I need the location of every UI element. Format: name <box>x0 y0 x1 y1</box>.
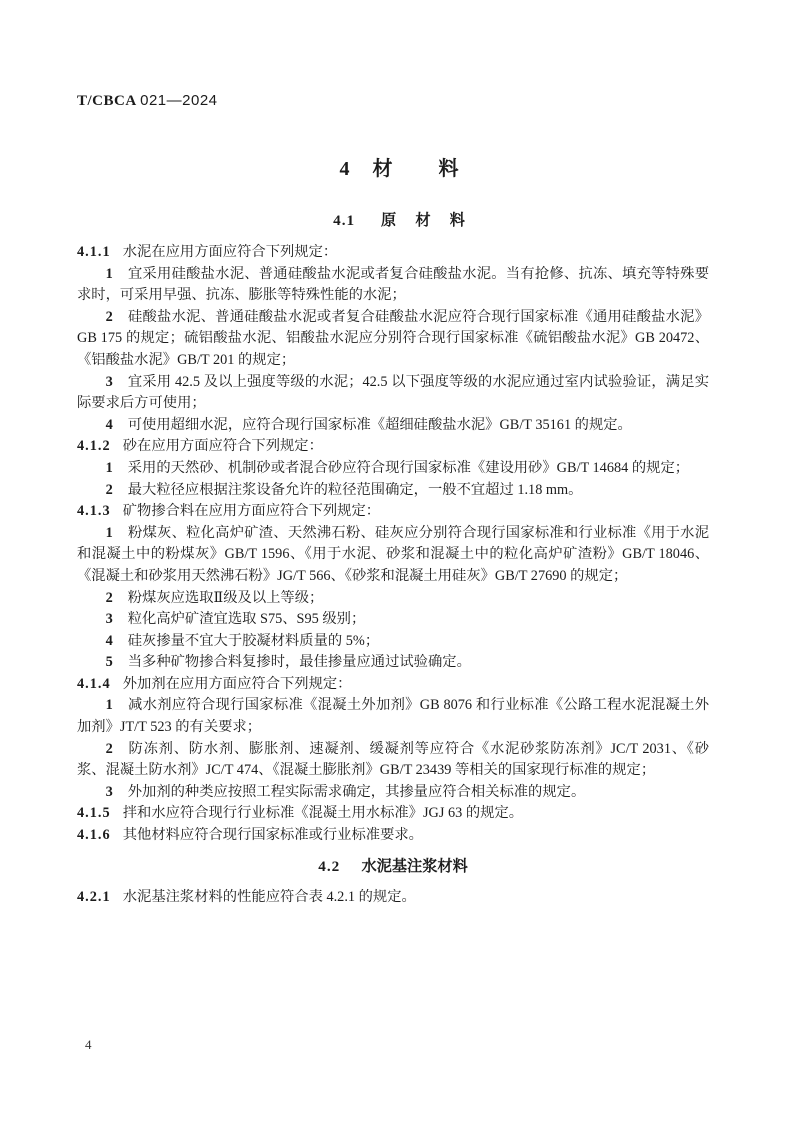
list-item <box>77 307 709 372</box>
clause-number: 4.1.6 <box>77 827 111 844</box>
list-item <box>77 458 709 480</box>
item-number: 1 <box>105 459 113 476</box>
item-text: 采用的天然砂、机制砂或者混合砂应符合现行国家标准《建设用砂》GB/T 14684 的规定； <box>127 459 690 476</box>
item-number: 2 <box>105 740 113 757</box>
item-text: 硅灰掺量不宜大于胶凝材料质量的 5%； <box>127 632 380 649</box>
section-4-1-number: 4.1 <box>333 212 356 229</box>
item-number: 4 <box>105 416 113 433</box>
item-number: 1 <box>105 524 113 541</box>
section-4-1-title: 原 材 料 <box>380 212 467 229</box>
list-item <box>77 480 709 502</box>
chapter-number: 4 <box>339 158 351 180</box>
item-number: 3 <box>105 373 113 390</box>
clause-text: 拌和水应符合现行行业标准《混凝土用水标准》JGJ 63 的规定。 <box>122 805 524 822</box>
item-text: 防冻剂、防水剂、膨胀剂、速凝剂、缓凝剂等应符合《水泥砂浆防冻剂》JC/T 2031、《砂浆、混凝土防水剂》JC/T 474、《混凝土膨胀剂》GB/T 23439 等相关的国家现行标准的规定； <box>77 740 709 779</box>
body-text <box>77 242 709 908</box>
clause-text: 水泥基注浆材料的性能应符合表 4.2.1 的规定。 <box>122 888 416 905</box>
clause-4-1-5 <box>77 803 709 825</box>
item-number: 2 <box>105 481 113 498</box>
item-number: 4 <box>105 632 113 649</box>
clause-number: 4.1.1 <box>77 244 111 260</box>
clause-4-1-3 <box>77 501 709 523</box>
item-number: 3 <box>105 611 113 628</box>
clause-4-2-1 <box>77 887 709 909</box>
chapter-title: 材 料 <box>372 158 461 180</box>
clause-number: 4.1.2 <box>77 438 111 455</box>
item-number: 2 <box>105 589 113 606</box>
clause-4-1-1 <box>77 242 709 264</box>
clause-text: 外加剂在应用方面应符合下列规定： <box>122 675 352 692</box>
item-text: 宜采用 42.5 及以上强度等级的水泥；42.5 以下强度等级的水泥应通过室内试验验证，满足实际要求后方可使用； <box>77 373 709 412</box>
clause-4-1-2 <box>77 436 709 458</box>
clause-number: 4.2.1 <box>77 888 111 905</box>
list-item <box>77 739 709 782</box>
clause-text: 砂在应用方面应符合下列规定： <box>122 438 323 455</box>
list-item <box>77 609 709 631</box>
clause-text: 其他材料应符合现行国家标准或行业标准要求。 <box>122 827 423 844</box>
item-text: 减水剂应符合现行国家标准《混凝土外加剂》GB 8076 和行业标准《公路工程水泥混凝土外加剂》JT/T 523 的有关要求； <box>77 697 709 736</box>
list-item <box>77 652 709 674</box>
doc-number-code: 021—2024 <box>140 92 218 109</box>
list-item <box>77 631 709 653</box>
section-4-2-title: 水泥基注浆材料 <box>361 857 468 875</box>
list-item <box>77 415 709 437</box>
list-item <box>77 264 709 307</box>
list-item <box>77 695 709 738</box>
page-number: 4 <box>85 1037 92 1052</box>
item-number: 1 <box>105 265 113 282</box>
clause-number: 4.1.4 <box>77 675 111 692</box>
item-text: 外加剂的种类应按照工程实际需求确定，其掺量应符合相关标准的规定。 <box>127 783 586 800</box>
section-4-2-number: 4.2 <box>318 857 341 875</box>
section-heading-4-1 <box>0 211 800 231</box>
item-text: 可使用超细水泥，应符合现行国家标准《超细硅酸盐水泥》GB/T 35161 的规定。 <box>127 416 632 433</box>
item-text: 粉煤灰应选取Ⅱ级及以上等级； <box>127 589 324 606</box>
doc-number-prefix: T/CBCA <box>77 93 136 109</box>
list-item <box>77 588 709 610</box>
list-item <box>77 523 709 588</box>
clause-text: 水泥在应用方面应符合下列规定： <box>122 244 338 260</box>
item-number: 3 <box>105 783 113 800</box>
item-text: 硅酸盐水泥、普通硅酸盐水泥或者复合硅酸盐水泥应符合现行国家标准《通用硅酸盐水泥》GB 175 的规定；硫铝酸盐水泥、铝酸盐水泥应分别符合现行国家标准《硫铝酸盐水泥》GB 20472、《铝酸盐水泥》GB/T 201 的规定； <box>77 308 709 368</box>
standard-doc-number <box>77 92 218 110</box>
item-text: 粒化高炉矿渣宜选取 S75、S95 级别； <box>127 611 366 628</box>
clause-number: 4.1.3 <box>77 503 111 520</box>
item-text: 宜采用硅酸盐水泥、普通硅酸盐水泥或者复合硅酸盐水泥。当有抢修、抗冻、填充等特殊要求时，可采用早强、抗冻、膨胀等特殊性能的水泥； <box>77 265 709 304</box>
item-text: 最大粒径应根据注浆设备允许的粒径范围确定，一般不宜超过 1.18 mm。 <box>127 481 583 498</box>
clause-4-1-6 <box>77 825 709 847</box>
clause-4-1-4 <box>77 674 709 696</box>
item-number: 2 <box>105 308 113 325</box>
item-text: 当多种矿物掺合料复掺时，最佳掺量应通过试验确定。 <box>127 654 471 671</box>
item-number: 1 <box>105 697 113 714</box>
clause-number: 4.1.5 <box>77 805 111 822</box>
list-item <box>77 372 709 415</box>
section-heading-4-2 <box>77 856 709 877</box>
item-number: 5 <box>105 654 113 671</box>
clause-text: 矿物掺合料在应用方面应符合下列规定： <box>122 503 381 520</box>
list-item <box>77 782 709 804</box>
chapter-heading <box>0 157 800 181</box>
item-text: 粉煤灰、粒化高炉矿渣、天然沸石粉、硅灰应分别符合现行国家标准和行业标准《用于水泥和混凝土中的粉煤灰》GB/T 1596、《用于水泥、砂浆和混凝土中的粒化高炉矿渣粉》GB/T 18046、《混凝土和砂浆用天然沸石粉》JG/T 566、《砂浆和混凝土用硅灰》GB/T 27690 的规定； <box>77 524 709 584</box>
